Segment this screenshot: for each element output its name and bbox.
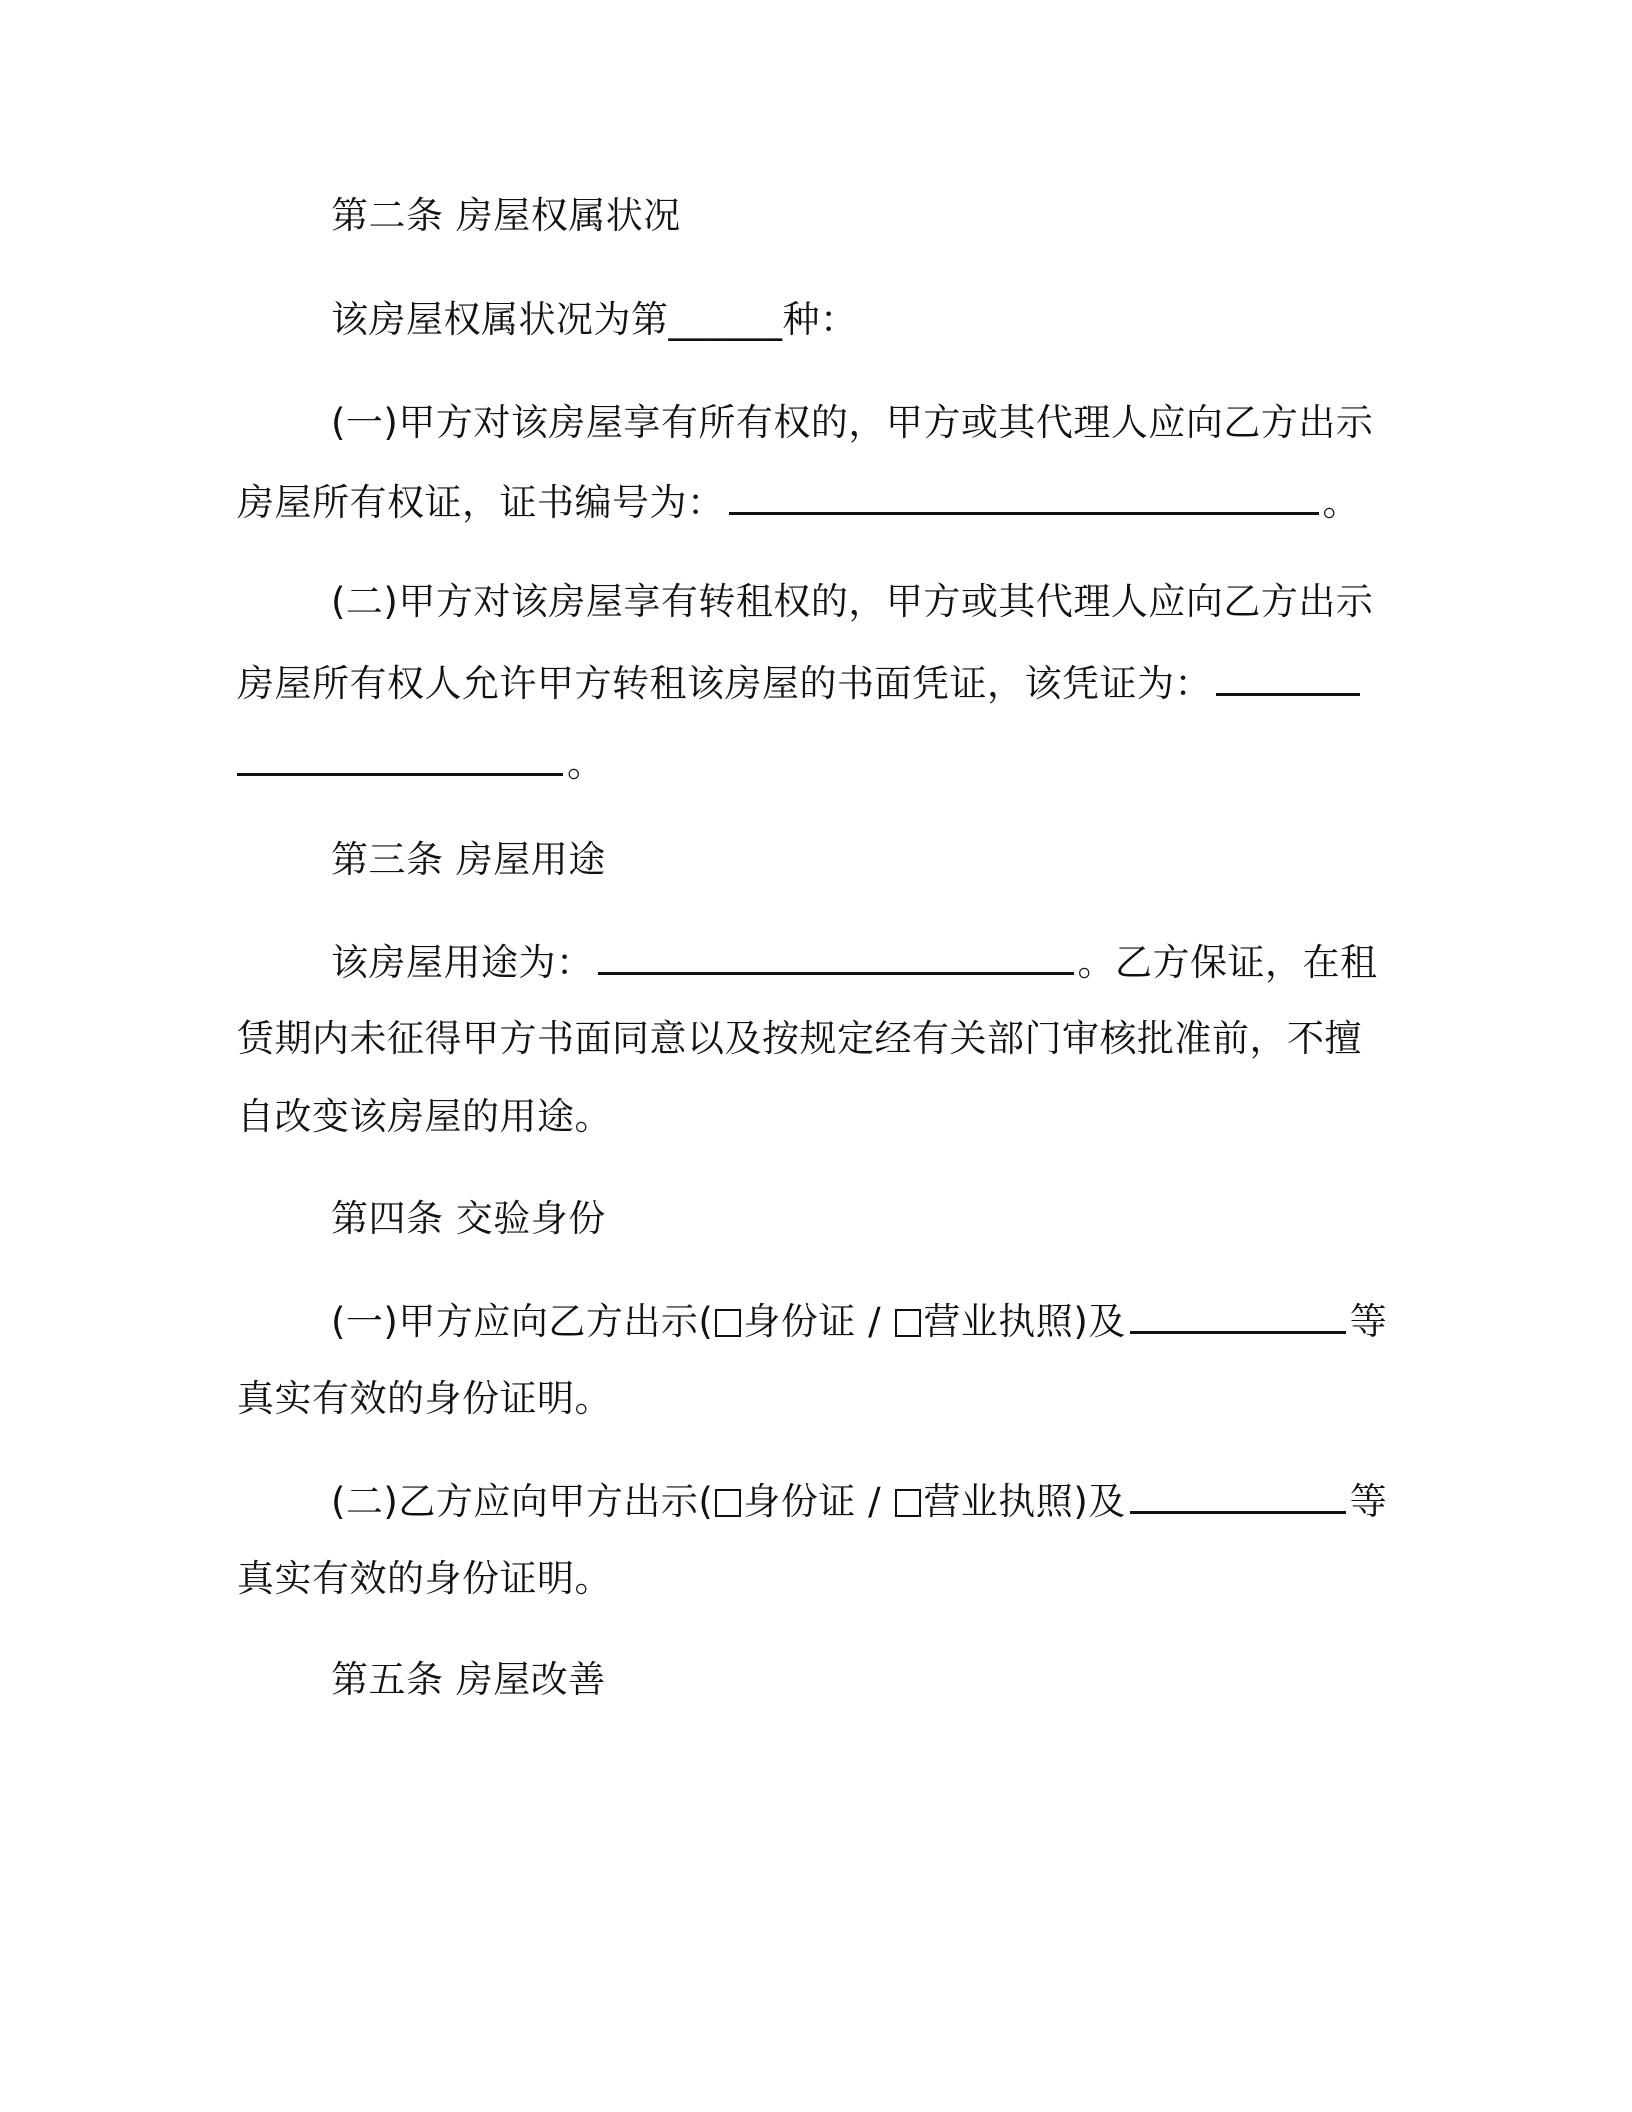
article-2-intro-end: 种：	[782, 298, 858, 341]
party-b-other-id-blank[interactable]	[1130, 1477, 1346, 1514]
article-4-item-2-prefix: (二)乙方应向甲方出示(	[331, 1480, 714, 1523]
id-card-checkbox[interactable]	[715, 1489, 741, 1517]
id-card-checkbox[interactable]	[715, 1309, 741, 1337]
article-2-item-2-label: 房屋所有权人允许甲方转租该房屋的书面凭证，该凭证为：	[237, 662, 1212, 705]
article-4-item-1-line-2: 真实有效的身份证明。	[237, 1377, 612, 1420]
voucher-blank-part-2[interactable]	[237, 739, 563, 776]
article-4-item-1-tail: 等	[1349, 1300, 1388, 1343]
article-2-heading: 第二条 房屋权属状况	[331, 194, 681, 237]
id-card-label: 身份证	[743, 1300, 856, 1343]
certificate-number-blank[interactable]	[729, 478, 1319, 515]
option-separator: /	[855, 1300, 894, 1343]
article-2-item-2-line-3	[237, 739, 605, 788]
article-2-type-blank[interactable]: ______	[668, 298, 783, 341]
article-3-line-3: 自改变该房屋的用途。	[237, 1095, 612, 1138]
article-3-label: 该房屋用途为：	[331, 941, 594, 984]
article-4-item-2-line-1	[331, 1477, 1387, 1526]
article-4-item-2-suffix: )及	[1073, 1480, 1126, 1523]
article-3-line-1-end: 。乙方保证，在租	[1077, 941, 1378, 984]
business-license-label: 营业执照	[923, 1480, 1074, 1523]
article-4-item-1-prefix: (一)甲方应向乙方出示(	[331, 1300, 714, 1343]
article-3-line-1	[331, 938, 1378, 987]
voucher-blank-part-1[interactable]	[1216, 659, 1360, 696]
house-usage-blank[interactable]	[598, 938, 1074, 975]
article-5-heading: 第五条 房屋改善	[331, 1658, 606, 1701]
article-2-item-1-line-2	[237, 478, 1360, 527]
option-separator: /	[855, 1480, 894, 1523]
article-2-item-1-label: 房屋所有权证，证书编号为：	[237, 481, 725, 524]
article-4-item-1-suffix: )及	[1073, 1300, 1126, 1343]
article-2-item-1-end: 。	[1322, 481, 1360, 524]
id-card-label: 身份证	[743, 1480, 856, 1523]
business-license-checkbox[interactable]	[895, 1309, 921, 1337]
article-4-heading: 第四条 交验身份	[331, 1197, 606, 1240]
business-license-checkbox[interactable]	[895, 1489, 921, 1517]
article-3-heading: 第三条 房屋用途	[331, 838, 606, 881]
article-2-item-2-end: 。	[567, 742, 605, 785]
article-2-intro-text: 该房屋权属状况为第	[331, 298, 669, 341]
article-2-item-2-line-2	[237, 659, 1364, 708]
article-2-item-1-line-1: (一)甲方对该房屋享有所有权的，甲方或其代理人应向乙方出示	[331, 401, 1374, 444]
article-2-intro	[331, 296, 858, 344]
business-license-label: 营业执照	[923, 1300, 1074, 1343]
party-a-other-id-blank[interactable]	[1130, 1297, 1346, 1334]
article-4-item-2-line-2: 真实有效的身份证明。	[237, 1557, 612, 1600]
article-4-item-1-line-1	[331, 1297, 1387, 1346]
article-4-item-2-tail: 等	[1349, 1480, 1388, 1523]
article-3-line-2: 赁期内未征得甲方书面同意以及按规定经有关部门审核批准前，不擅	[237, 1017, 1362, 1060]
article-2-item-2-line-1: (二)甲方对该房屋享有转租权的，甲方或其代理人应向乙方出示	[331, 580, 1374, 623]
